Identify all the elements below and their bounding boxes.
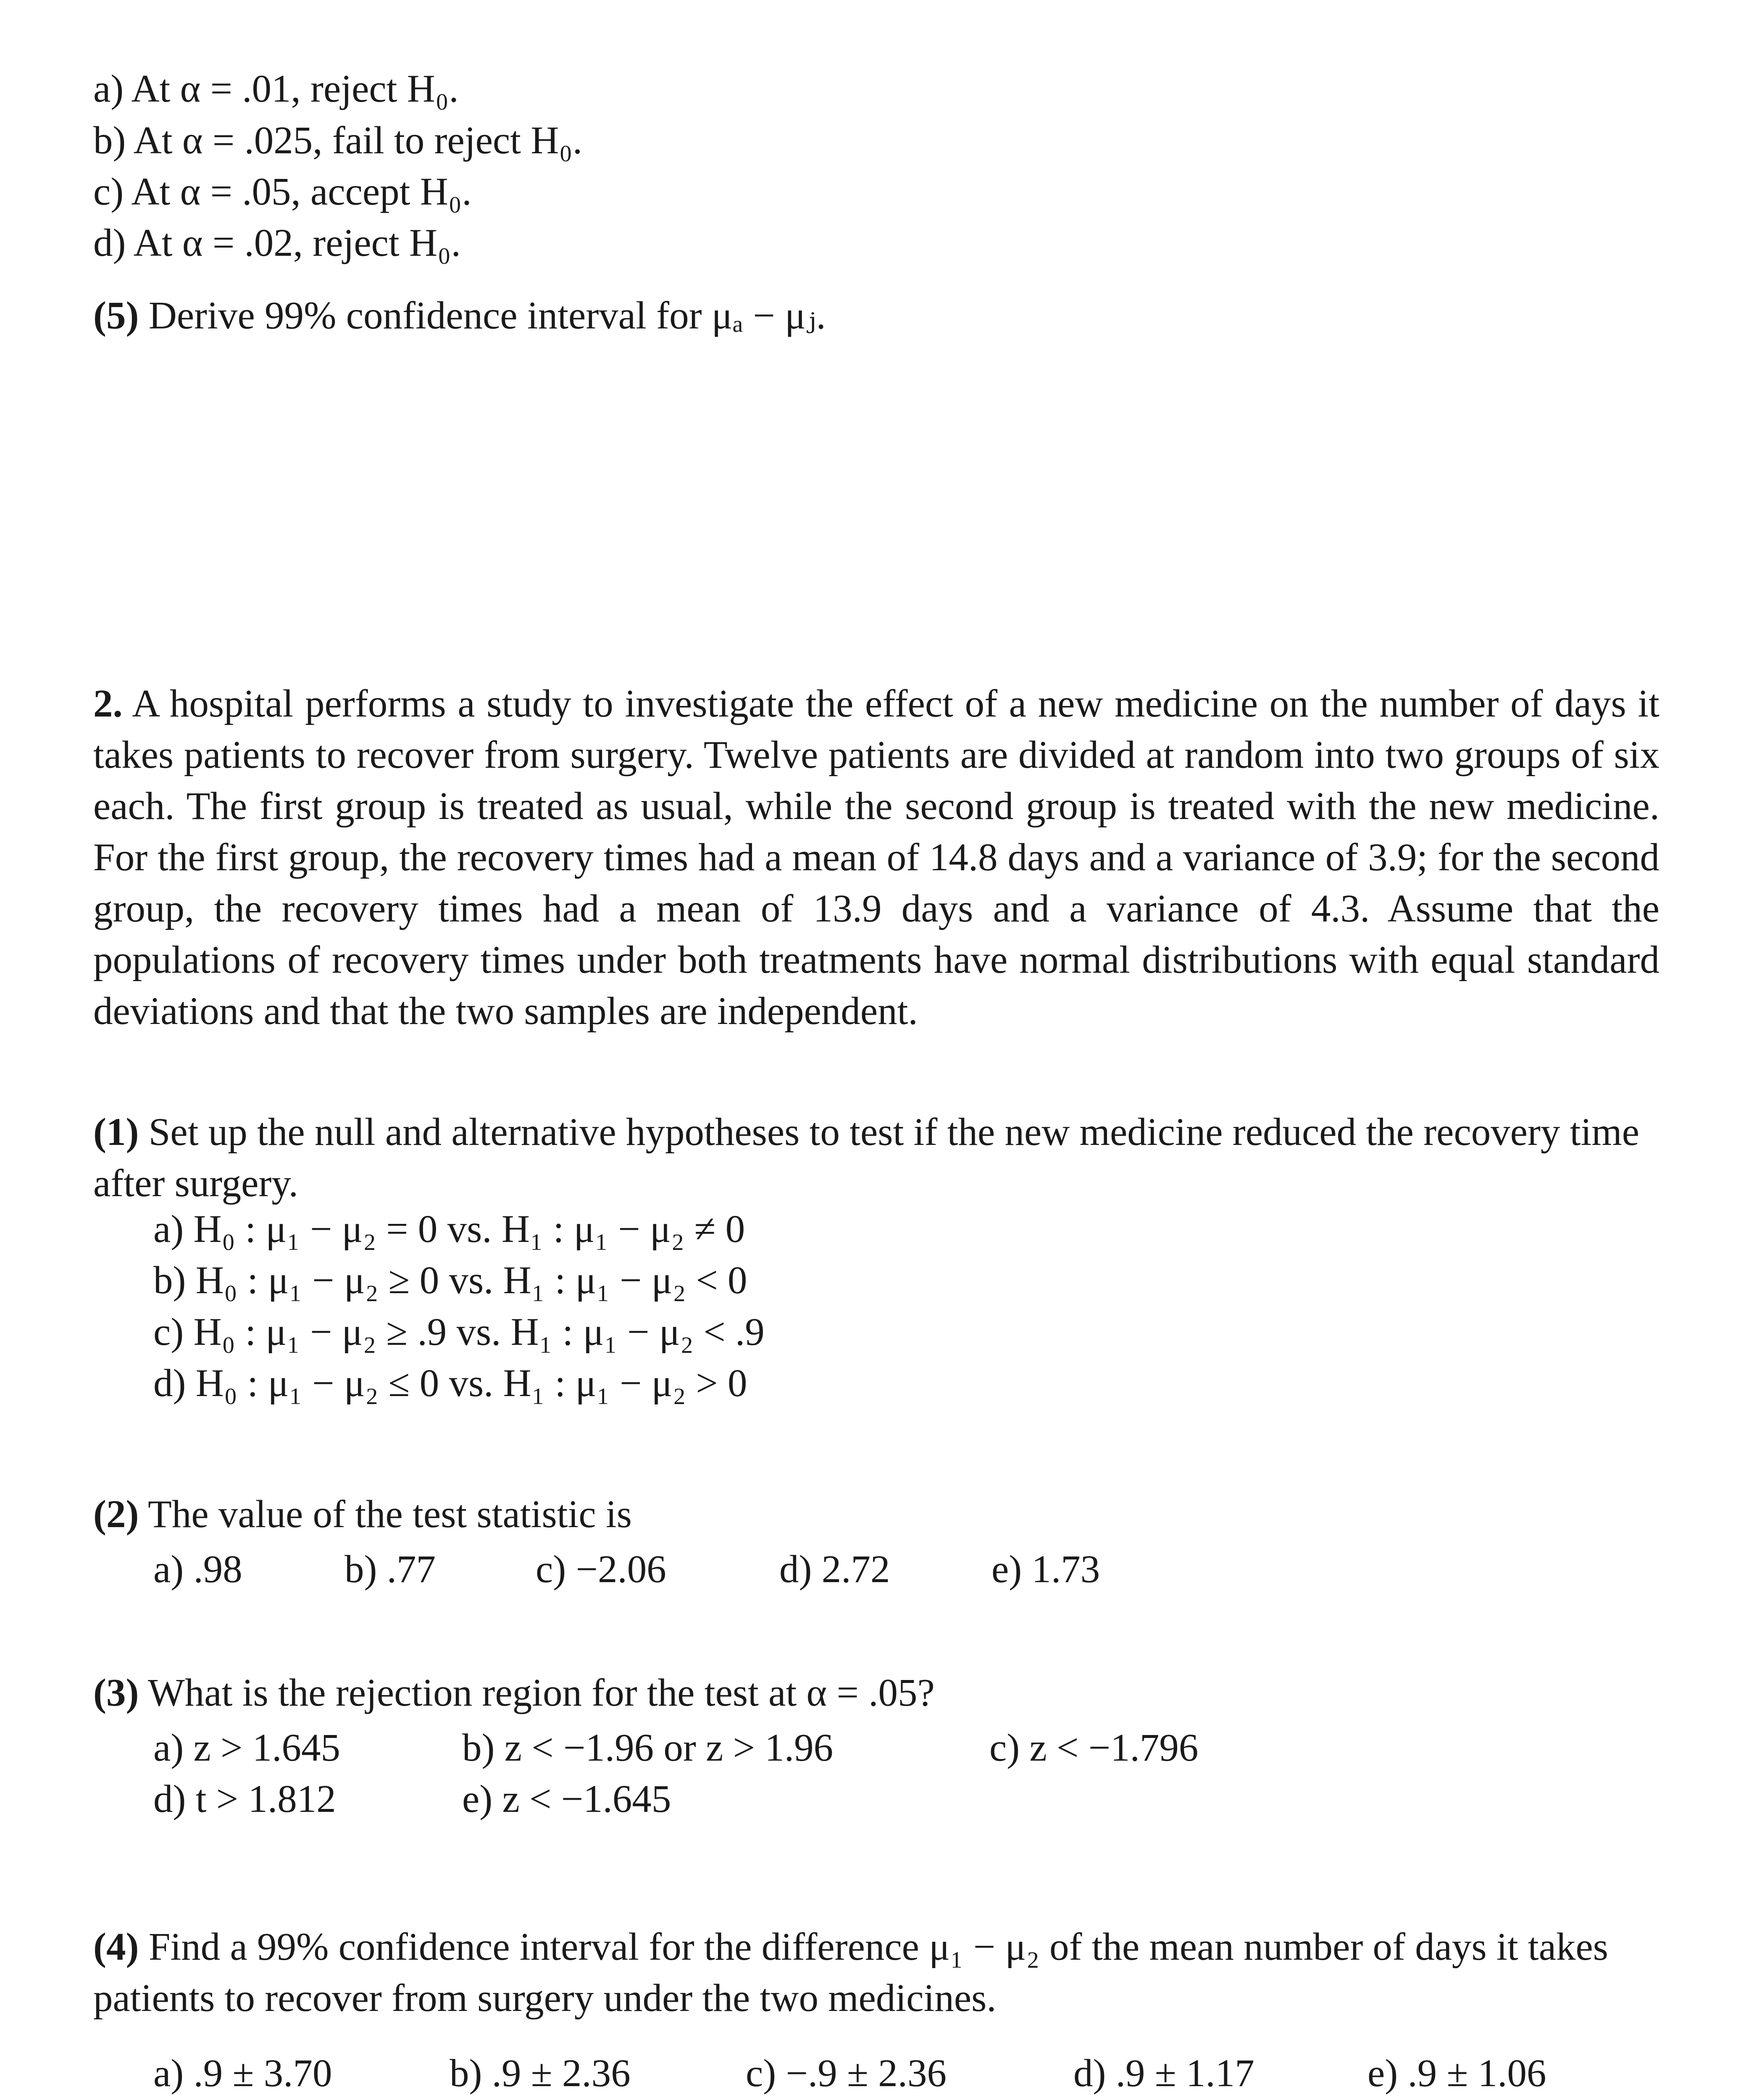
subquestion-3	[93, 1667, 1659, 1719]
subquestion-2-number: (2)	[93, 1493, 139, 1536]
subquestion-3-number: (3)	[93, 1671, 139, 1714]
subquestion-3-option-e: e) z < −1.645	[462, 1777, 671, 1821]
subquestion-1	[93, 1107, 1659, 1209]
subquestion-2-option-d: d) 2.72	[779, 1548, 890, 1591]
subquestion-1-option-a: a) H₀ : μ₁ − μ₂ = 0 vs. H₁ : μ₁ − μ₂ ≠ 0	[153, 1208, 745, 1251]
question-5	[93, 296, 826, 335]
subquestion-2	[93, 1489, 1659, 1540]
subquestion-3-text: What is the rejection region for the test at α = .05?	[139, 1671, 935, 1714]
subquestion-4-text: Find a 99% confidence interval for the difference μ₁ − μ₂ of the mean number of days it takes patients to recover from surgery under the two medicines.	[93, 1925, 1608, 2020]
subquestion-3-option-a: a) z > 1.645	[153, 1726, 340, 1769]
subquestion-2-option-e: e) 1.73	[991, 1548, 1100, 1591]
subquestion-1-option-c: c) H₀ : μ₁ − μ₂ ≥ .9 vs. H₁ : μ₁ − μ₂ < .9	[153, 1310, 765, 1354]
subquestion-3-option-d: d) t > 1.812	[153, 1777, 336, 1821]
subquestion-1-text: Set up the null and alternative hypotheses to test if the new medicine reduced the recovery time after surgery.	[93, 1110, 1640, 1205]
subquestion-3-option-b: b) z < −1.96 or z > 1.96	[462, 1726, 834, 1769]
question-5-number: (5)	[93, 294, 139, 337]
subquestion-4-option-e: e) .9 ± 1.06	[1367, 2052, 1546, 2095]
subquestion-4	[93, 1922, 1659, 2024]
subquestion-2-option-c: c) −2.06	[536, 1548, 666, 1591]
subquestion-1-option-b: b) H₀ : μ₁ − μ₂ ≥ 0 vs. H₁ : μ₁ − μ₂ < 0	[153, 1259, 747, 1302]
question-5-text: Derive 99% confidence interval for μₐ − μⱼ.	[139, 294, 826, 337]
prev-option-b: b) At α = .025, fail to reject H₀.	[93, 119, 583, 162]
subquestion-4-number: (4)	[93, 1925, 139, 1969]
subquestion-2-text: The value of the test statistic is	[139, 1493, 632, 1536]
subquestion-4-option-d: d) .9 ± 1.17	[1073, 2052, 1254, 2095]
prev-option-c: c) At α = .05, accept H₀.	[93, 170, 472, 213]
subquestion-3-option-c: c) z < −1.796	[989, 1726, 1199, 1769]
subquestion-2-option-b: b) .77	[344, 1548, 436, 1591]
subquestion-4-option-c: c) −.9 ± 2.36	[746, 2052, 947, 2095]
prev-option-a: a) At α = .01, reject H₀.	[93, 67, 459, 110]
subquestion-4-option-b: b) .9 ± 2.36	[450, 2052, 631, 2095]
problem-2-statement	[93, 678, 1659, 1037]
subquestion-1-number: (1)	[93, 1110, 139, 1154]
subquestion-2-option-a: a) .98	[153, 1548, 242, 1591]
subquestion-4-option-a: a) .9 ± 3.70	[153, 2052, 332, 2095]
prev-option-d: d) At α = .02, reject H₀.	[93, 221, 461, 265]
subquestion-1-option-d: d) H₀ : μ₁ − μ₂ ≤ 0 vs. H₁ : μ₁ − μ₂ > 0	[153, 1362, 747, 1405]
problem-2-text: A hospital performs a study to investigate the effect of a new medicine on the number of days it takes patients to recover from surgery. Twelve patients are divided at random into two groups of six each. The first group is treated as usual, while the second group is treated with the new medicine. For the first group, the recovery times had a mean of 14.8 days and a variance of 3.9; for the second group, the recovery times had a mean of 13.9 days and a variance of 4.3. Assume that the populations of recovery times under both treatments have normal distributions with equal standard deviations and that the two samples are independent.	[93, 682, 1659, 1033]
problem-2-number: 2.	[93, 682, 123, 725]
